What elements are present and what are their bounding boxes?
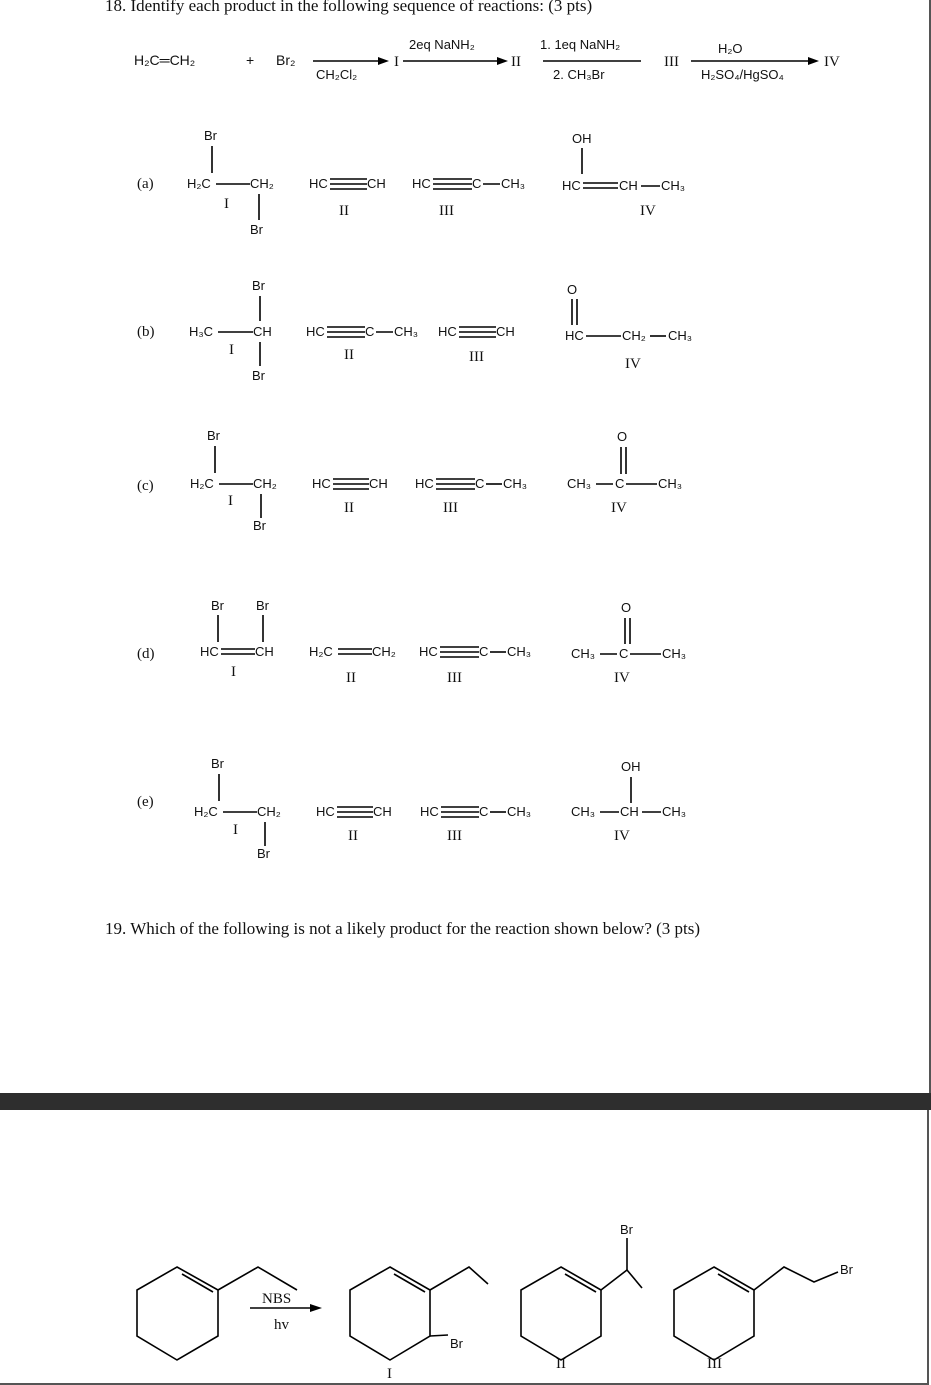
atom-br: Br [252, 368, 265, 383]
compound-label: I [231, 664, 236, 680]
product-label-I: I [394, 54, 399, 70]
atom-h2c: H₂C [309, 644, 333, 659]
reagent-nbs: NBS [262, 1291, 292, 1307]
atom-hc: HC [419, 644, 438, 659]
nbs-reaction-figure [0, 1110, 931, 1385]
ethylene-label: H₂C═CH₂ [134, 52, 196, 68]
compound-label: I [229, 342, 234, 358]
atom-br: Br [207, 428, 220, 443]
reagent-water: H₂O [718, 41, 743, 56]
atom-hc: HC [562, 178, 581, 193]
atom-o: O [567, 282, 578, 297]
atom-hc: HC [316, 804, 335, 819]
option-letter: (e) [137, 794, 154, 810]
atom-hc: HC [438, 324, 457, 339]
option-b[interactable] [0, 268, 931, 398]
atom-ch3: CH₃ [501, 176, 526, 191]
atom-ch: CH [367, 176, 386, 191]
atom-ch: CH [619, 178, 638, 193]
atom-ch: CH [620, 804, 639, 819]
product-label-IV: IV [824, 54, 840, 70]
product-label-II: II [556, 1356, 566, 1372]
arrow-4 [691, 57, 819, 65]
atom-ch3: CH₃ [507, 644, 532, 659]
atom-h2c: H₂C [190, 476, 214, 491]
compound-label: IV [614, 828, 630, 844]
question-18-title: 18. Identify each product in the following sequence of reactions: (3 pts) [105, 0, 593, 15]
atom-br: Br [253, 518, 266, 533]
atom-br: Br [211, 756, 224, 771]
atom-c: C [619, 646, 629, 661]
atom-hc: HC [420, 804, 439, 819]
atom-ch3: CH₃ [658, 476, 683, 491]
atom-ch3: CH₃ [394, 324, 419, 339]
reagent-acid-mercury: H₂SO₄/HgSO₄ [701, 67, 784, 82]
atom-ch2: CH₂ [250, 176, 274, 191]
atom-br: Br [620, 1222, 633, 1237]
atom-h2c: H₂C [194, 804, 218, 819]
atom-ch: CH [255, 644, 274, 659]
atom-hc: HC [565, 328, 584, 343]
reagent-ch3br: 2. CH₃Br [553, 67, 605, 82]
atom-hc: HC [309, 176, 328, 191]
product-label-II: II [511, 54, 521, 70]
option-e[interactable] [0, 748, 931, 878]
product-II [521, 1222, 642, 1360]
atom-ch3: CH₃ [567, 476, 592, 491]
compound-label: IV [625, 356, 641, 372]
option-d[interactable] [0, 590, 931, 700]
plus-sign: + [246, 52, 255, 68]
compound-label: II [339, 203, 349, 219]
reagent-1eq-nanh2: 1. 1eq NaNH₂ [540, 37, 621, 52]
arrow-1 [313, 57, 389, 65]
atom-h3c: H₃C [189, 324, 214, 339]
br2-label: Br₂ [276, 52, 296, 68]
panel-divider [0, 1093, 931, 1110]
atom-c: C [479, 804, 489, 819]
option-letter: (a) [137, 176, 154, 192]
compound-label: I [233, 822, 238, 838]
atom-ch3: CH₃ [571, 646, 596, 661]
product-label-III: III [664, 54, 679, 70]
atom-ch3: CH₃ [662, 804, 687, 819]
compound-label: IV [640, 203, 656, 219]
atom-c: C [615, 476, 625, 491]
compound-label: II [344, 500, 354, 516]
atom-c: C [479, 644, 489, 659]
atom-ch3: CH₃ [661, 178, 686, 193]
atom-br: Br [257, 846, 270, 861]
compound-label: III [439, 203, 454, 219]
option-letter: (b) [137, 324, 155, 340]
compound-label: III [447, 828, 462, 844]
question-19-title: 19. Which of the following is not a likely product for the reaction shown below? (3 pts) [105, 919, 701, 938]
atom-ch3: CH₃ [503, 476, 528, 491]
atom-h2c: H₂C [187, 176, 211, 191]
solvent-label: CH₂Cl₂ [316, 67, 358, 82]
atom-br: Br [840, 1262, 853, 1277]
atom-br: Br [252, 278, 265, 293]
compound-label: I [224, 196, 229, 212]
atom-ch2: CH₂ [372, 644, 396, 659]
atom-hc: HC [415, 476, 434, 491]
atom-ch3: CH₃ [571, 804, 596, 819]
atom-br: Br [450, 1336, 463, 1351]
compound-label: II [344, 347, 354, 363]
product-III [674, 1262, 854, 1360]
reagent-2eq-nanh2: 2eq NaNH₂ [409, 37, 475, 52]
atom-ch: CH [253, 324, 272, 339]
atom-hc: HC [312, 476, 331, 491]
starting-material [137, 1267, 297, 1360]
atom-ch3: CH₃ [507, 804, 532, 819]
atom-ch3: CH₃ [662, 646, 687, 661]
atom-hc: HC [200, 644, 219, 659]
compound-label: III [447, 670, 462, 686]
option-letter: (c) [137, 478, 154, 494]
compound-label: III [443, 500, 458, 516]
atom-o: O [617, 429, 628, 444]
atom-hc: HC [412, 176, 431, 191]
atom-br: Br [250, 222, 263, 237]
product-I [350, 1267, 488, 1360]
compound-label: IV [614, 670, 630, 686]
atom-ch: CH [373, 804, 392, 819]
atom-c: C [472, 176, 482, 191]
atom-o: O [621, 600, 632, 615]
reaction-scheme [0, 28, 931, 128]
compound-label: IV [611, 500, 627, 516]
atom-c: C [365, 324, 375, 339]
atom-br: Br [204, 128, 217, 143]
atom-ch2: CH₂ [257, 804, 281, 819]
compound-label: I [228, 493, 233, 509]
atom-ch3: CH₃ [668, 328, 693, 343]
compound-label: II [346, 670, 356, 686]
reagent-hv: hv [274, 1317, 289, 1333]
option-letter: (d) [137, 646, 155, 662]
atom-br: Br [211, 598, 224, 613]
compound-label: III [469, 349, 484, 365]
atom-ch: CH [496, 324, 515, 339]
atom-hc: HC [306, 324, 325, 339]
option-c[interactable] [0, 418, 931, 548]
atom-c: C [475, 476, 485, 491]
atom-oh: OH [621, 759, 641, 774]
arrow-2 [403, 57, 508, 65]
atom-ch: CH [369, 476, 388, 491]
atom-ch2: CH₂ [622, 328, 646, 343]
product-label-III: III [707, 1356, 722, 1372]
atom-ch2: CH₂ [253, 476, 277, 491]
option-a[interactable] [0, 118, 931, 248]
product-label-I: I [387, 1366, 392, 1382]
compound-label: II [348, 828, 358, 844]
atom-br: Br [256, 598, 269, 613]
atom-oh: OH [572, 131, 592, 146]
